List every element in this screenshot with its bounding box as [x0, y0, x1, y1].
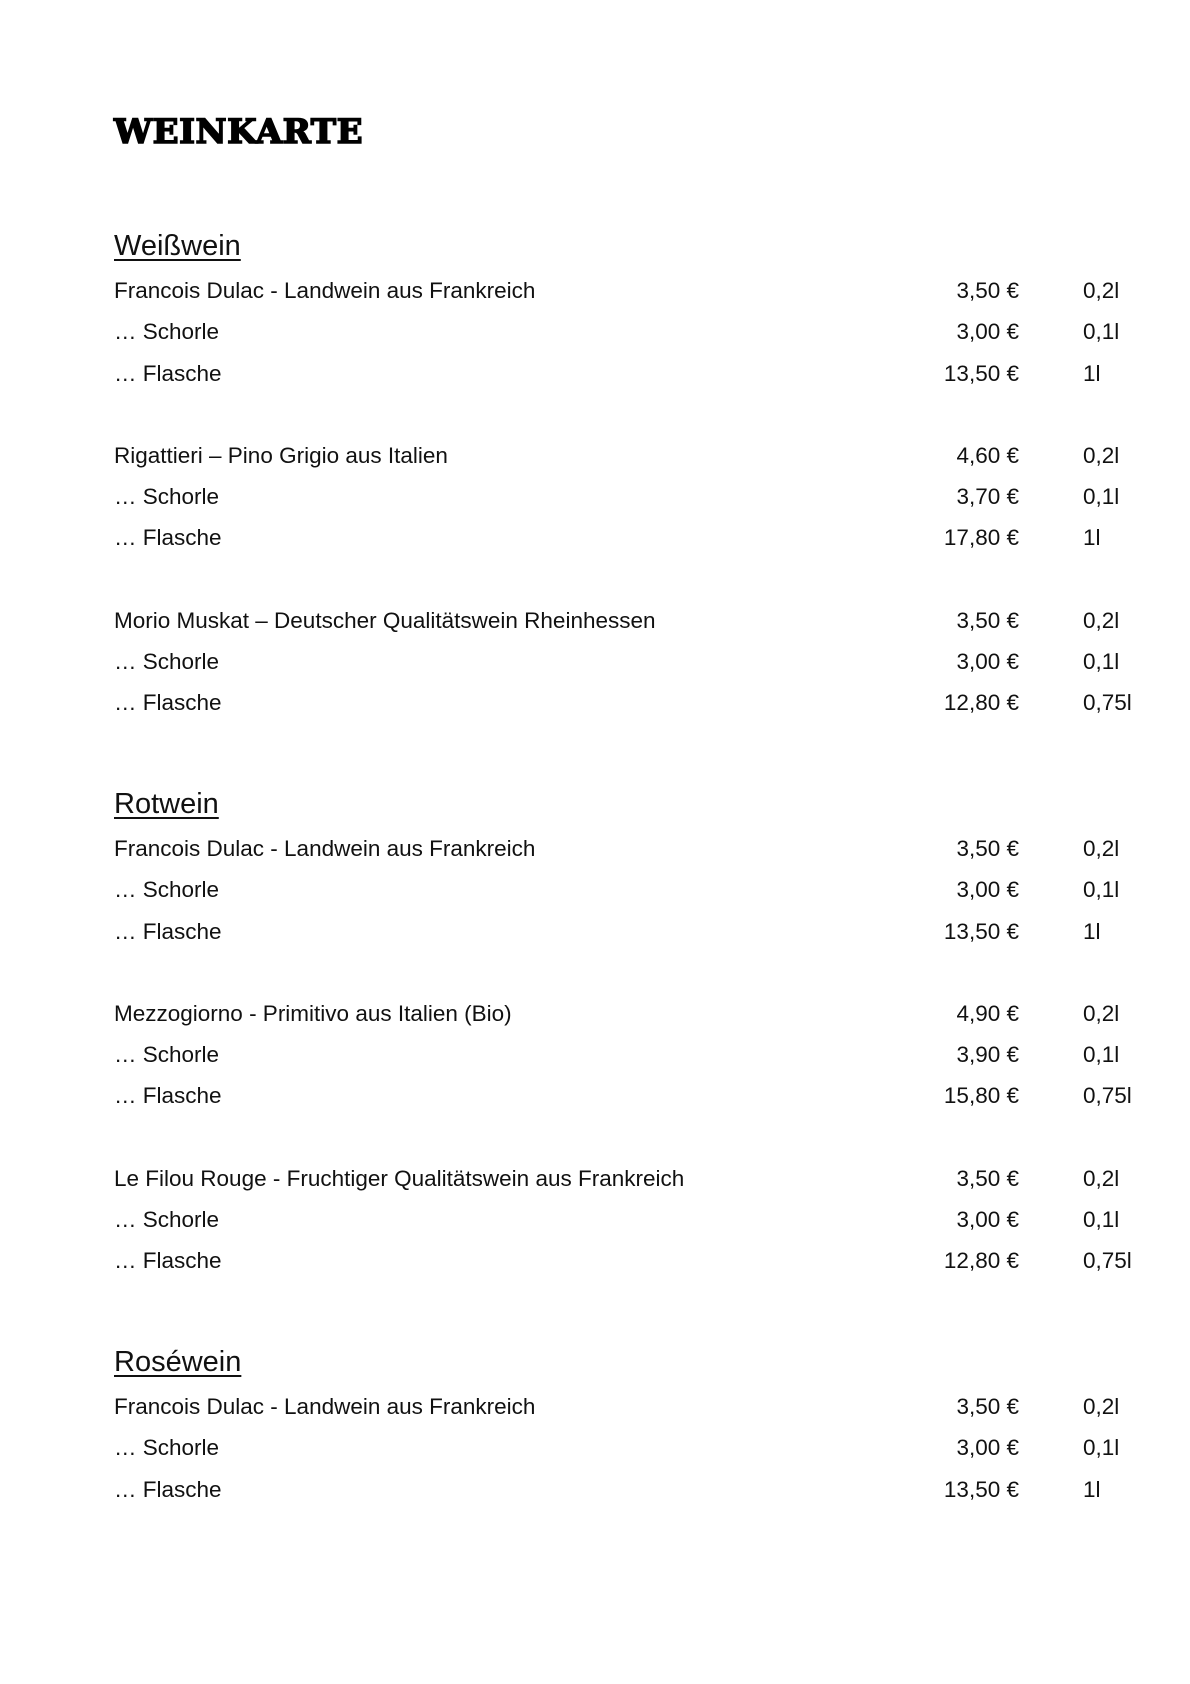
menu-row — [114, 600, 1120, 641]
menu-row — [114, 517, 1101, 558]
volume: 0,75l — [1083, 1083, 1132, 1109]
price: 3,70 € — [956, 484, 1019, 510]
section-heading: Weißwein — [114, 230, 241, 262]
menu-row — [114, 270, 1120, 311]
volume: 1l — [1083, 1476, 1101, 1502]
price: 3,00 € — [956, 319, 1019, 345]
price: 3,50 € — [956, 278, 1019, 303]
price: 17,80 € — [943, 525, 1019, 551]
wine-name: … Flasche — [114, 690, 222, 716]
wine-group — [114, 1158, 1132, 1282]
wine-group — [114, 828, 1120, 952]
menu-row — [114, 353, 1101, 394]
wine-name: Le Filou Rouge - Fruchtiger Qualitätswein aus Frankreich — [114, 1165, 685, 1191]
volume: 1l — [1083, 918, 1101, 944]
menu-row — [114, 476, 1120, 517]
wine-group — [114, 993, 1132, 1117]
volume: 0,1l — [1083, 1435, 1120, 1461]
wine-name: Francois Dulac - Landwein aus Frankreich — [114, 1394, 536, 1419]
menu-row — [114, 1386, 1120, 1427]
wine-name: … Flasche — [114, 918, 222, 944]
wine-name: Mezzogiorno - Primitivo aus Italien (Bio) — [114, 1000, 512, 1026]
menu-row — [114, 1158, 1120, 1199]
price: 3,00 € — [956, 649, 1019, 675]
volume: 0,2l — [1083, 1165, 1120, 1191]
page-title: WEINKARTE — [114, 112, 364, 152]
wine-group — [114, 270, 1120, 394]
volume: 0,2l — [1083, 836, 1120, 861]
menu-row — [114, 682, 1132, 723]
wine-name: … Schorle — [114, 649, 220, 675]
price: 12,80 € — [943, 690, 1019, 716]
wine-name: Francois Dulac - Landwein aus Frankreich — [114, 836, 536, 861]
menu-row — [114, 1240, 1132, 1281]
volume: 0,1l — [1083, 877, 1120, 903]
price: 4,60 € — [956, 442, 1019, 468]
wine-name: Rigattieri – Pino Grigio aus Italien — [114, 442, 448, 468]
volume: 0,75l — [1083, 1248, 1132, 1274]
volume: 0,1l — [1083, 484, 1120, 510]
menu-row — [114, 911, 1101, 952]
price: 13,50 € — [943, 360, 1019, 386]
menu-row — [114, 869, 1120, 910]
section-weisswein — [114, 228, 1132, 765]
wine-name: Francois Dulac - Landwein aus Frankreich — [114, 278, 536, 303]
price: 3,50 € — [956, 1165, 1019, 1191]
volume: 0,1l — [1083, 1042, 1120, 1068]
price: 13,50 € — [943, 918, 1019, 944]
menu-row — [114, 1469, 1101, 1510]
volume: 0,2l — [1083, 607, 1120, 633]
wine-name: … Flasche — [114, 525, 222, 551]
section-rotwein — [114, 786, 1132, 1323]
wine-group — [114, 600, 1132, 724]
menu-row — [114, 435, 1120, 476]
volume: 0,2l — [1083, 1394, 1120, 1419]
section-rosewein — [114, 1344, 1120, 1551]
wine-name: Morio Muskat – Deutscher Qualitätswein Rheinhessen — [114, 607, 656, 633]
price: 3,90 € — [956, 1042, 1019, 1068]
wine-name: … Flasche — [114, 1476, 222, 1502]
menu-row — [114, 1199, 1120, 1240]
menu-row — [114, 1427, 1120, 1468]
menu-row — [114, 1075, 1132, 1116]
menu-row — [114, 993, 1120, 1034]
section-heading: Roséwein — [114, 1346, 242, 1378]
menu-row — [114, 641, 1120, 682]
volume: 0,2l — [1083, 278, 1120, 303]
menu-row — [114, 1034, 1120, 1075]
price: 3,50 € — [956, 607, 1019, 633]
menu-row — [114, 311, 1120, 352]
volume: 1l — [1083, 360, 1101, 386]
volume: 0,1l — [1083, 649, 1120, 675]
price: 3,00 € — [956, 1435, 1019, 1461]
volume: 0,2l — [1083, 1000, 1120, 1026]
price: 4,90 € — [956, 1000, 1019, 1026]
wine-name: … Schorle — [114, 1207, 220, 1233]
price: 3,00 € — [956, 877, 1019, 903]
wine-name: … Schorle — [114, 1435, 220, 1461]
volume: 0,75l — [1083, 690, 1132, 716]
menu-row — [114, 828, 1120, 869]
wine-name: … Schorle — [114, 319, 220, 345]
volume: 0,1l — [1083, 319, 1120, 345]
wine-name: … Schorle — [114, 484, 220, 510]
section-heading: Rotwein — [114, 788, 219, 820]
volume: 1l — [1083, 525, 1101, 551]
wine-group — [114, 435, 1120, 559]
wine-name: … Flasche — [114, 1083, 222, 1109]
price: 13,50 € — [943, 1476, 1019, 1502]
price: 3,50 € — [956, 1394, 1019, 1419]
volume: 0,2l — [1083, 442, 1120, 468]
price: 12,80 € — [943, 1248, 1019, 1274]
wine-name: … Schorle — [114, 1042, 220, 1068]
price: 3,50 € — [956, 836, 1019, 861]
volume: 0,1l — [1083, 1207, 1120, 1233]
wine-group — [114, 1386, 1120, 1510]
price: 15,80 € — [943, 1083, 1019, 1109]
price: 3,00 € — [956, 1207, 1019, 1233]
wine-name: … Flasche — [114, 1248, 222, 1274]
wine-name: … Flasche — [114, 360, 222, 386]
wine-name: … Schorle — [114, 877, 220, 903]
